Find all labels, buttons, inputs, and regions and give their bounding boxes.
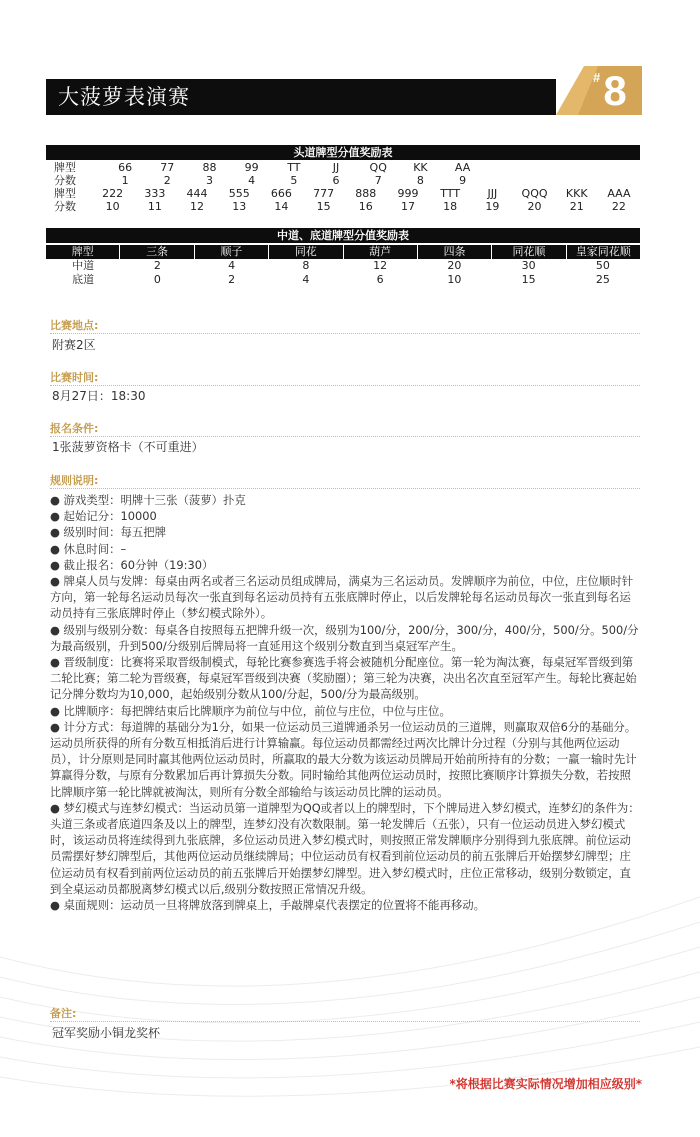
table1 (46, 161, 640, 213)
table-cell: 2 (163, 174, 171, 187)
table2-header-row (46, 245, 640, 259)
table-cell: JJJ (487, 187, 498, 200)
badge-hash: # (593, 70, 601, 85)
rule-item: ● 级别与级别分数：每桌各自按照每五把牌升级一次，级别为100/分，200/分，300/分，400/分，500/分。500/分为最高级别，升到500/分级别后牌局将一直延用这个级别分数直到当桌冠军产生。 (50, 622, 639, 653)
entry-label: 报名条件: (50, 422, 99, 435)
table-cell: 21 (569, 200, 584, 213)
table-cell: 10 (447, 273, 462, 286)
table-cell: 12 (373, 259, 388, 272)
row-label: 分数 (54, 200, 76, 213)
table-cell: 9 (459, 174, 467, 187)
rule-item: ● 起始记分：10000 (50, 509, 157, 524)
table-cell: 底道 (72, 273, 95, 286)
rules-label: 规则说明: (50, 474, 99, 487)
table-cell: 30 (521, 259, 536, 272)
badge-number: 8 (603, 67, 627, 114)
notes-value: 冠军奖励小铜龙奖杯 (52, 1026, 161, 1040)
table-cell: 15 (316, 200, 331, 213)
table-cell: 12 (190, 200, 205, 213)
table-cell: 4 (248, 174, 256, 187)
table-cell: 11 (147, 200, 162, 213)
table-cell: 50 (595, 259, 610, 272)
table2-title: 中道、底道牌型分值奖励表 (46, 228, 640, 243)
entry-value: 1张菠萝资格卡（不可重进） (52, 440, 204, 454)
table-cell: 6 (376, 273, 384, 286)
table-cell: 2 (153, 259, 161, 272)
table-cell: 888 (355, 187, 377, 200)
table-cell: 7 (374, 174, 382, 187)
table-cell: 15 (521, 273, 536, 286)
table-cell: 20 (447, 259, 462, 272)
table-header-cell: 三条 (120, 245, 194, 259)
table-cell: AAA (607, 187, 631, 200)
table-cell: JJ (332, 161, 340, 174)
rule-item: ● 游戏类型：明牌十三张（菠萝）扑克 (50, 493, 246, 507)
table-cell: 4 (302, 273, 310, 286)
rule-item: ● 晋级制度：比赛将采取晋级制模式，每轮比赛参赛选手将会被随机分配座位。第一轮为淘汰赛，每桌冠军晋级到第二轮比赛；第二轮为晋级赛，每桌冠军晋级到决赛（奖励圈）；第三轮为决赛，决出名次直至冠军产生。每轮比赛起始记分牌分数均为10,000，起始级别分数从100/分起，500/分为最高级别。 (50, 655, 637, 702)
table-cell: TTT (440, 187, 461, 200)
table-cell: 666 (270, 187, 292, 200)
table-cell: 13 (232, 200, 247, 213)
divider (50, 385, 640, 386)
table-header-cell: 顺子 (195, 245, 269, 259)
table-cell: 22 (611, 200, 626, 213)
table-cell: 20 (527, 200, 542, 213)
footnote: *将根据比赛实际情况增加相应级别* (449, 1077, 642, 1091)
table-row (46, 259, 640, 273)
table-cell: 16 (358, 200, 373, 213)
table-cell: 2 (228, 273, 236, 286)
table-cell: KKK (565, 187, 588, 200)
table-cell: 14 (274, 200, 289, 213)
rule-item: ● 级别时间：每五把牌 (50, 525, 167, 540)
table-cell: 10 (105, 200, 120, 213)
table-cell: 555 (228, 187, 250, 200)
table1-trips-score-row (46, 200, 640, 213)
table-cell: 4 (228, 259, 236, 272)
rule-item: ● 桌面规则：运动员一旦将牌放落到牌桌上，手敲牌桌代表摆定的位置将不能再移动。 (50, 898, 486, 913)
event-title: 大菠萝表演赛 (46, 79, 556, 115)
table-cell: 3 (205, 174, 213, 187)
table-header-cell: 同花 (269, 245, 343, 259)
row-label: 牌型 (54, 187, 76, 200)
row-label: 牌型 (54, 161, 76, 174)
table-cell: QQQ (521, 187, 548, 200)
table-cell: 8 (302, 259, 310, 272)
table-cell: 999 (397, 187, 419, 200)
table-header-cell: 牌型 (46, 245, 120, 259)
table-cell: 17 (400, 200, 415, 213)
rule-item: ● 牌桌人员与发牌：每桌由两名或者三名运动员组成牌局，满桌为三名运动员。发牌顺序为前位，中位，庄位顺时针方向，第一轮每名运动员每次一张直到每名运动员持有五张底牌时停止，以后发牌轮每名运动员每次一张直到每名运动员持有三张底牌时停止（梦幻模式除外）。 (50, 574, 634, 621)
rule-item: ● 截止报名：60分钟（19:30） (50, 557, 214, 572)
row-label: 分数 (54, 174, 76, 187)
table-cell: 5 (290, 174, 298, 187)
table1-pairs-score-row (46, 174, 640, 187)
table-header-cell: 葫芦 (344, 245, 418, 259)
divider (50, 1021, 640, 1022)
time-label: 比赛时间: (50, 371, 99, 384)
table1-trips-type-row (46, 187, 640, 200)
divider (50, 333, 640, 334)
venue-label: 比赛地点: (50, 319, 99, 332)
table-cell: 25 (595, 273, 610, 286)
table1-pairs-type-row (46, 161, 640, 174)
divider (50, 488, 640, 489)
table-cell: 6 (332, 174, 340, 187)
table-cell: QQ (369, 161, 387, 174)
table-row (46, 273, 640, 287)
table-cell: 88 (202, 161, 217, 174)
rule-item: ● 梦幻模式与连梦幻模式：当运动员第一道牌型为QQ或者以上的牌型时，下个牌局进入梦幻模式，连梦幻的条件为：头道三条或者底道四条及以上的牌型，连梦幻没有次数限制。第一轮发牌后（五张），只有一位运动员进入梦幻模式时，该运动员将连续得到九张底牌，多位运动员进入梦幻模式时，则按照正常发牌顺序分别得到九张底牌。前位运动员需摆好梦幻牌型后，其他两位运动员继续牌局；中位运动员有权看到前位运动员的前五张牌后开始摆梦幻牌型；庄位运动员有权看到前两位运动员的前五张牌后开始摆梦幻牌型。进入梦幻模式时，庄位正常移动，级别分数锁定，直到全桌运动员都脱离梦幻模式以后,级别分数按照正常情况升级。 (50, 800, 640, 896)
rule-item: ● 计分方式：每道牌的基础分为1分，如果一位运动员三道牌通杀另一位运动员的三道牌，则赢取双倍6分的基础分。运动员所获得的所有分数互相抵消后进行计算输赢。每位运动员都需经过两次比牌计分过程（分别与其他两位运动员），计分原则是同时赢其他两位运动员时，所赢取的最大分数为该运动员牌局开始前所持有的分数；一赢一输时先计算赢得分数，与原有分数累加后再计算损失分数。同时输给其他两位运动员时，按照比赛顺序计算损失分数，若按照比牌顺序第一轮比牌就被淘汰，则所有分数全部输给与该运动员比牌的运动员。 (50, 719, 637, 799)
table-cell: 99 (244, 161, 259, 174)
table-cell: 77 (160, 161, 175, 174)
table-cell: 777 (313, 187, 335, 200)
table-cell: 444 (186, 187, 208, 200)
table-cell: 中道 (72, 259, 95, 272)
divider (50, 436, 640, 437)
table-cell: 18 (443, 200, 458, 213)
table1-title: 头道牌型分值奖励表 (46, 145, 640, 160)
rules-list (50, 492, 642, 913)
table-cell: TT (287, 161, 301, 174)
table-cell: 333 (144, 187, 166, 200)
venue-value: 附赛2区 (52, 338, 96, 352)
table-cell: 8 (416, 174, 424, 187)
table-header-cell: 同花顺 (492, 245, 566, 259)
rule-item: ● 休息时间：– (50, 541, 127, 556)
table-cell: 19 (485, 200, 500, 213)
table-header-cell: 皇家同花顺 (575, 245, 631, 258)
table-cell: 0 (153, 273, 161, 286)
notes-label: 备注: (50, 1007, 77, 1020)
table-cell: 222 (102, 187, 124, 200)
time-value: 8月27日：18:30 (52, 389, 146, 403)
table-cell: 1 (121, 174, 129, 187)
table-cell: AA (454, 161, 471, 174)
table-cell: KK (413, 161, 428, 174)
rule-item: ● 比牌顺序：每把牌结束后比牌顺序为前位与中位，前位与庄位，中位与庄位。 (50, 703, 451, 718)
table-header-cell: 四条 (418, 245, 492, 259)
table2 (46, 245, 640, 287)
table-cell: 66 (118, 161, 133, 174)
